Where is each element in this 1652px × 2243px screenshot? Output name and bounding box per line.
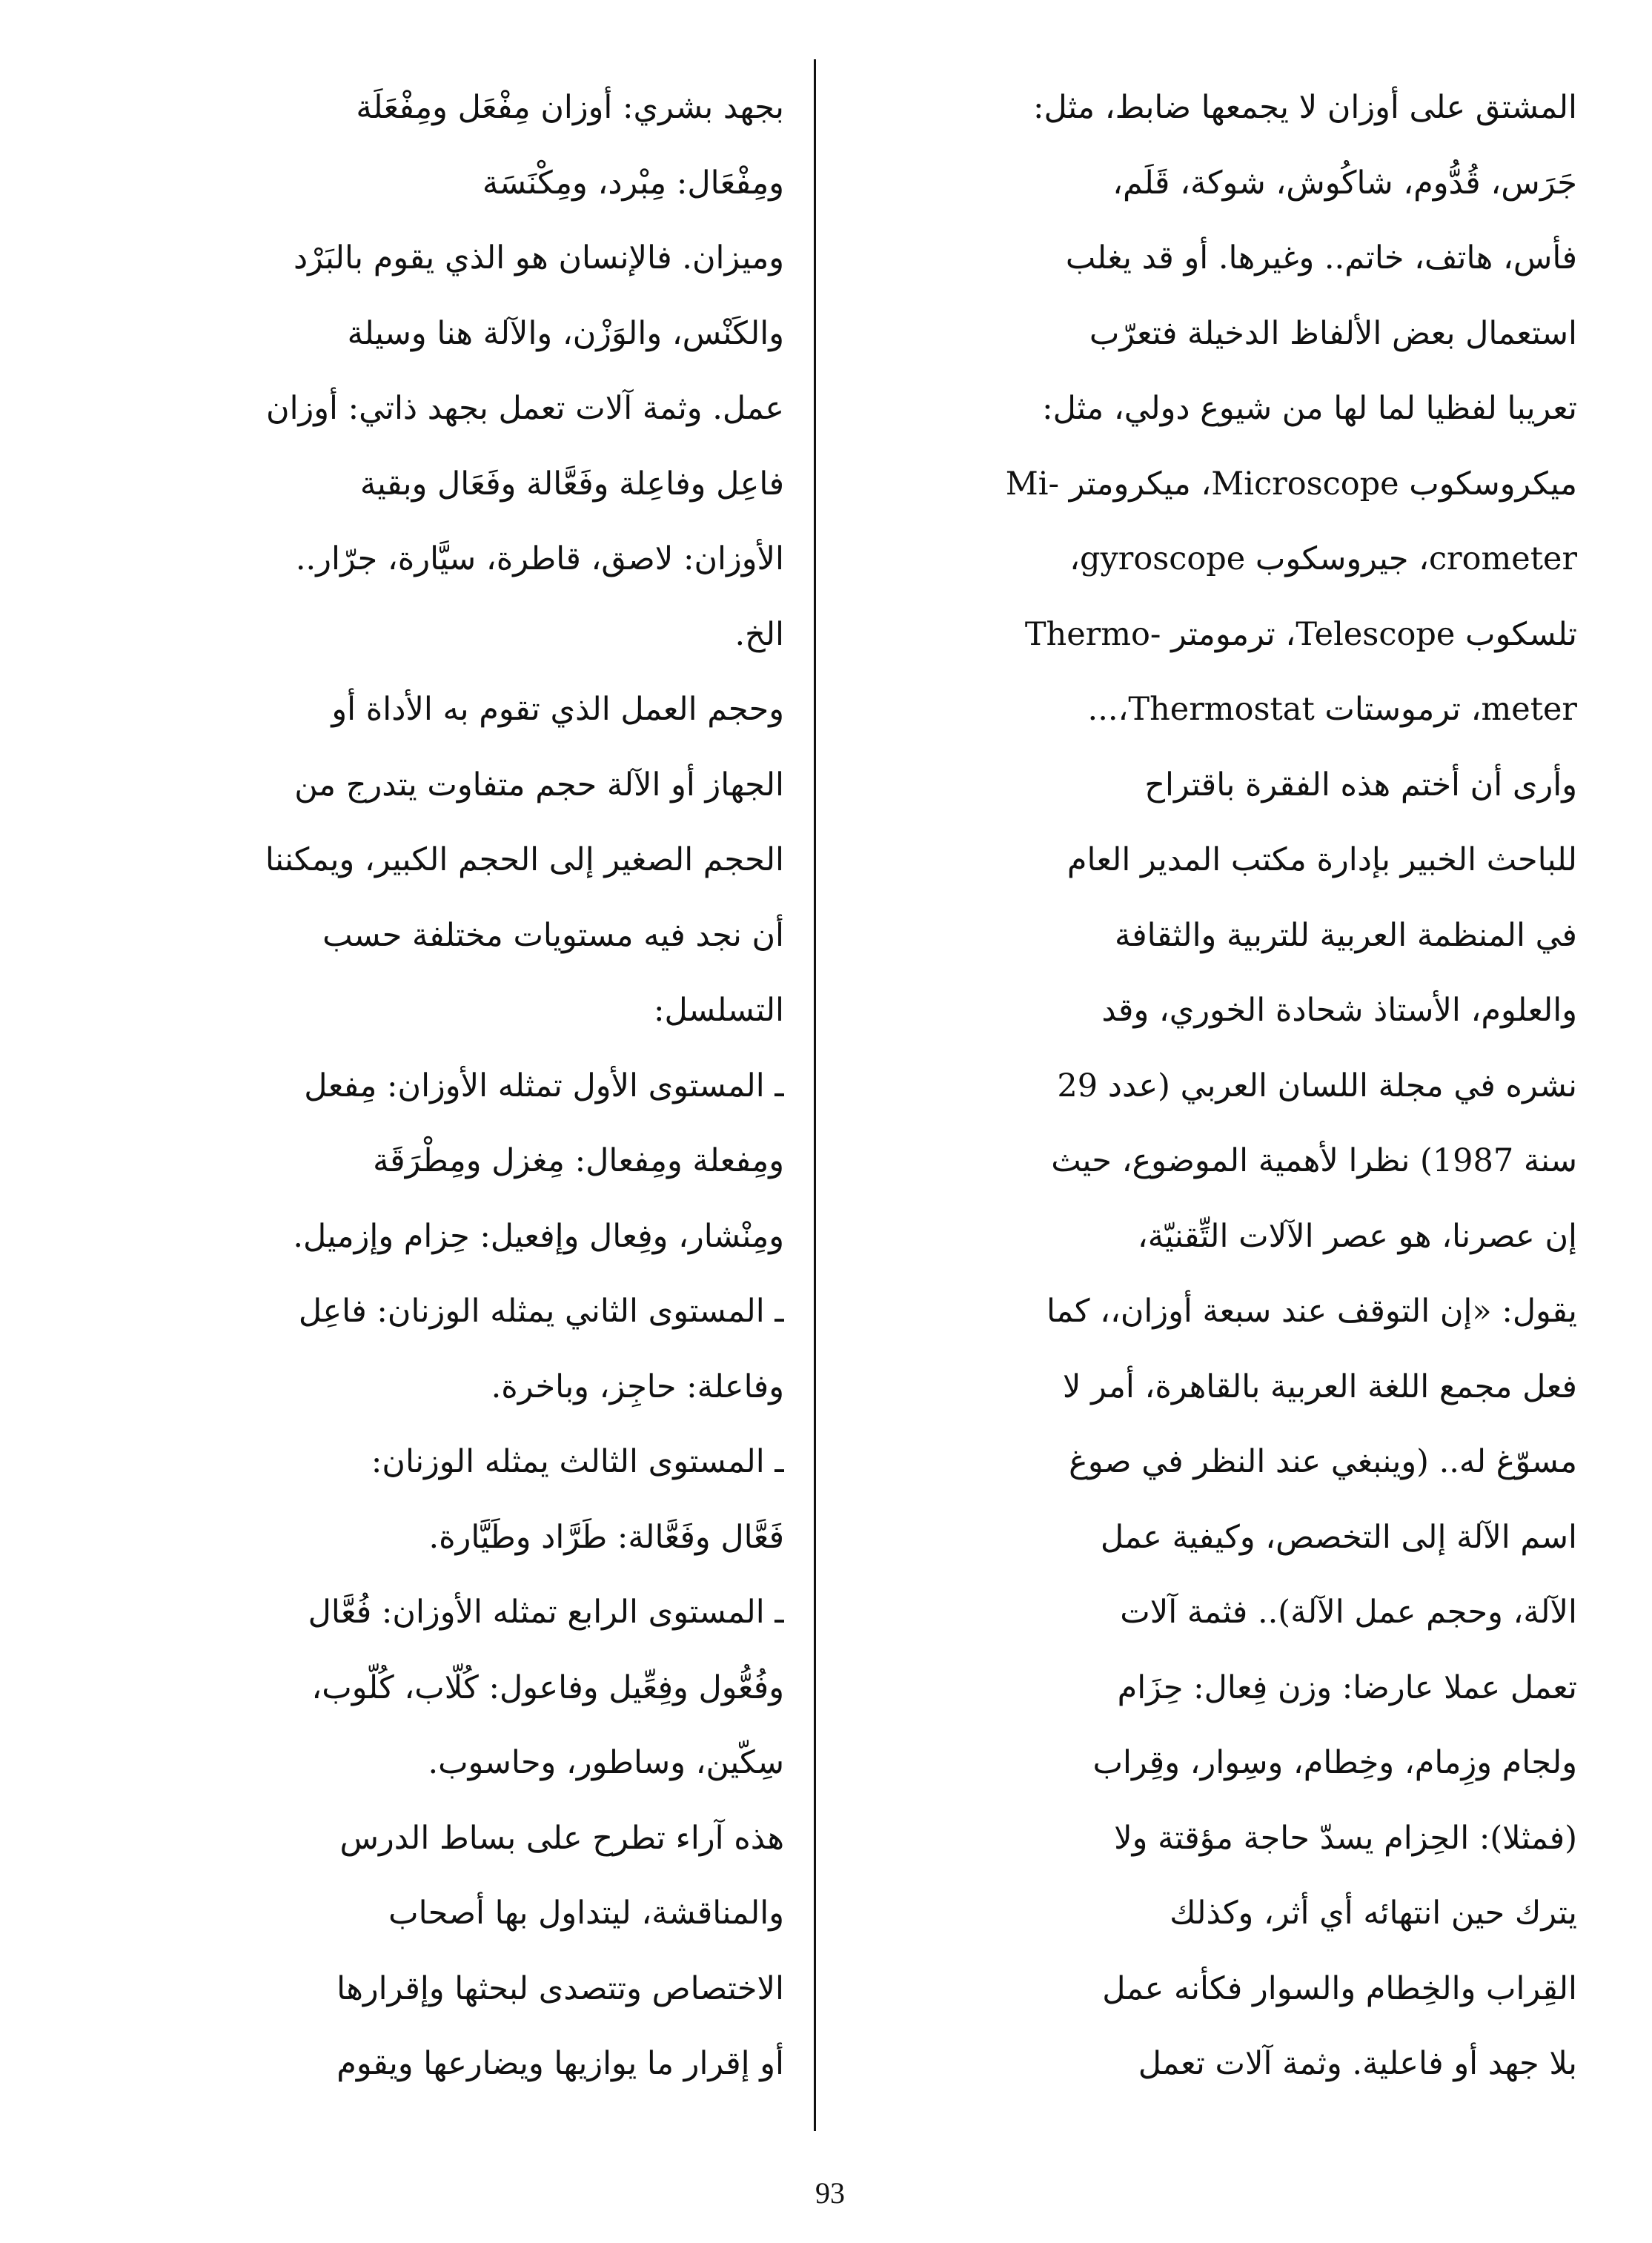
text-line: والكَنْس، والوَزْن، والآلة هنا وسيلة	[347, 314, 784, 352]
text-line: وأرى أن أختم هذه الفقرة باقتراح	[1144, 766, 1577, 804]
text-line: عمل. وثمة آلات تعمل بجهد ذاتي: أوزان	[265, 390, 784, 427]
text-line: مسوّغ له.. (وينبغي عند النظر في صوغ	[1069, 1443, 1577, 1480]
text-line: الآلة، وحجم عمل الآلة).. فثمة آلات	[1120, 1594, 1577, 1631]
text-line: أو إقرار ما يوازيها ويضارعها ويقوم	[336, 2045, 784, 2082]
text-line: إن عصرنا، هو عصر الآلات التِّقنيّة،	[1137, 1217, 1577, 1255]
text-line: ومِفْعَال: مِبْرد، ومِكْنَسَة	[482, 164, 784, 202]
text-line: ومِفعلة ومِفعال: مِغزل ومِطْرَقَة	[373, 1142, 784, 1179]
left-column	[36, 70, 784, 2102]
text-line: (فمثلا): الحِزام يسدّ حاجة مؤقتة ولا	[1114, 1819, 1577, 1857]
text-line: ـ المستوى الأول تمثله الأوزان: مِفعل	[304, 1067, 784, 1104]
text-line: ولجام وزِمام، وخِطام، وسِوار، وقِراب	[1092, 1744, 1577, 1781]
text-line: نشره في مجلة اللسان العربي (عدد 29	[1057, 1067, 1577, 1104]
text-line: الجهاز أو الآلة حجم متفاوت يتدرج من	[294, 766, 784, 804]
text-line: بجهد بشري: أوزان مِفْعَل ومِفْعَلَة	[356, 89, 784, 126]
text-line: سِكّين، وساطور، وحاسوب.	[428, 1744, 784, 1781]
text-line: والعلوم، الأستاذ شحادة الخوري، وقد	[1101, 992, 1577, 1029]
text-line: فأس، هاتف، خاتم.. وغيرها. أو قد يغلب	[1065, 239, 1577, 276]
text-line: اسم الآلة إلى التخصص، وكيفية عمل	[1100, 1518, 1577, 1556]
text-line: وفاعلة: حاجِز، وباخرة.	[491, 1368, 784, 1405]
text-line: ميكروسكوب Microscope، ميكرومتر -Mi	[1005, 465, 1577, 503]
text-line: والمناقشة، ليتداول بها أصحاب	[388, 1895, 784, 1932]
text-line: استعمال بعض الألفاظ الدخيلة فتعرّب	[1089, 314, 1577, 352]
text-line: الخ.	[734, 615, 784, 653]
text-line: وحجم العمل الذي تقوم به الأداة أو	[331, 691, 784, 728]
text-line: جَرَس، قُدُّوم، شاكُوش، شوكة، قَلَم،	[1112, 164, 1577, 202]
text-line: تلسكوب Telescope، ترمومتر -Thermo	[1024, 615, 1577, 653]
text-line: ـ المستوى الثالث يمثله الوزنان:	[371, 1443, 784, 1480]
text-line: في المنظمة العربية للتربية والثقافة	[1115, 916, 1577, 954]
text-line: التسلسل:	[653, 992, 784, 1029]
text-line: الحجم الصغير إلى الحجم الكبير، ويمكننا	[265, 841, 784, 878]
text-line: ومِنْشار، وفِعال وإفعيل: حِزام وإزميل.	[293, 1217, 784, 1255]
text-line: سنة 1987) نظرا لأهمية الموضوع، حيث	[1051, 1142, 1577, 1179]
text-line: فعل مجمع اللغة العربية بالقاهرة، أمر لا	[1062, 1368, 1577, 1405]
text-line: crometer، جيروسكوب gyroscope،	[1069, 540, 1577, 577]
text-line: وميزان. فالإنسان هو الذي يقوم بالبَرْد	[293, 239, 784, 276]
column-divider	[814, 59, 816, 2131]
text-line: ـ المستوى الثاني يمثله الوزنان: فاعِل	[298, 1293, 784, 1330]
text-line: تعمل عملا عارضا: وزن فِعال: حِزَام	[1117, 1669, 1577, 1706]
text-line: المشتق على أوزان لا يجمعها ضابط، مثل:	[1033, 89, 1577, 126]
text-line: ـ المستوى الرابع تمثله الأوزان: فُعَّال	[308, 1594, 784, 1631]
text-line: للباحث الخبير بإدارة مكتب المدير العام	[1066, 841, 1577, 878]
text-line: يترك حين انتهائه أي أثر، وكذلك	[1170, 1895, 1577, 1932]
text-line: تعريبا لفظيا لما لها من شيوع دولي، مثل:	[1042, 390, 1577, 427]
text-line: أن نجد فيه مستويات مختلفة حسب	[322, 916, 784, 954]
text-line: بلا جهد أو فاعلية. وثمة آلات تعمل	[1138, 2045, 1577, 2082]
text-line: وفُعُّول وفِعِّيل وفاعول: كُلّاب، كُلّوب،	[311, 1669, 784, 1706]
text-line: القِراب والخِطام والسوار فكأنه عمل	[1102, 1969, 1577, 2007]
page-number: 93	[815, 2176, 845, 2210]
text-line: فاعِل وفاعِلة وفَعَّالة وفَعَال وبقية	[359, 465, 784, 503]
text-line: الاختصاص وتتصدى لبحثها وإقرارها	[336, 1969, 784, 2007]
text-line: يقول: «إن التوقف عند سبعة أوزان،، كما	[1046, 1293, 1577, 1330]
text-line: هذه آراء تطرح على بساط الدرس	[339, 1819, 784, 1857]
text-line: meter، ترموستات Thermostat،...	[1087, 691, 1577, 728]
right-column	[829, 70, 1577, 2102]
text-line: فَعَّال وفَعَّالة: طَرَّاد وطَيَّارة.	[428, 1518, 784, 1556]
text-line: الأوزان: لاصق، قاطرة، سيَّارة، جرّار..	[295, 540, 784, 577]
